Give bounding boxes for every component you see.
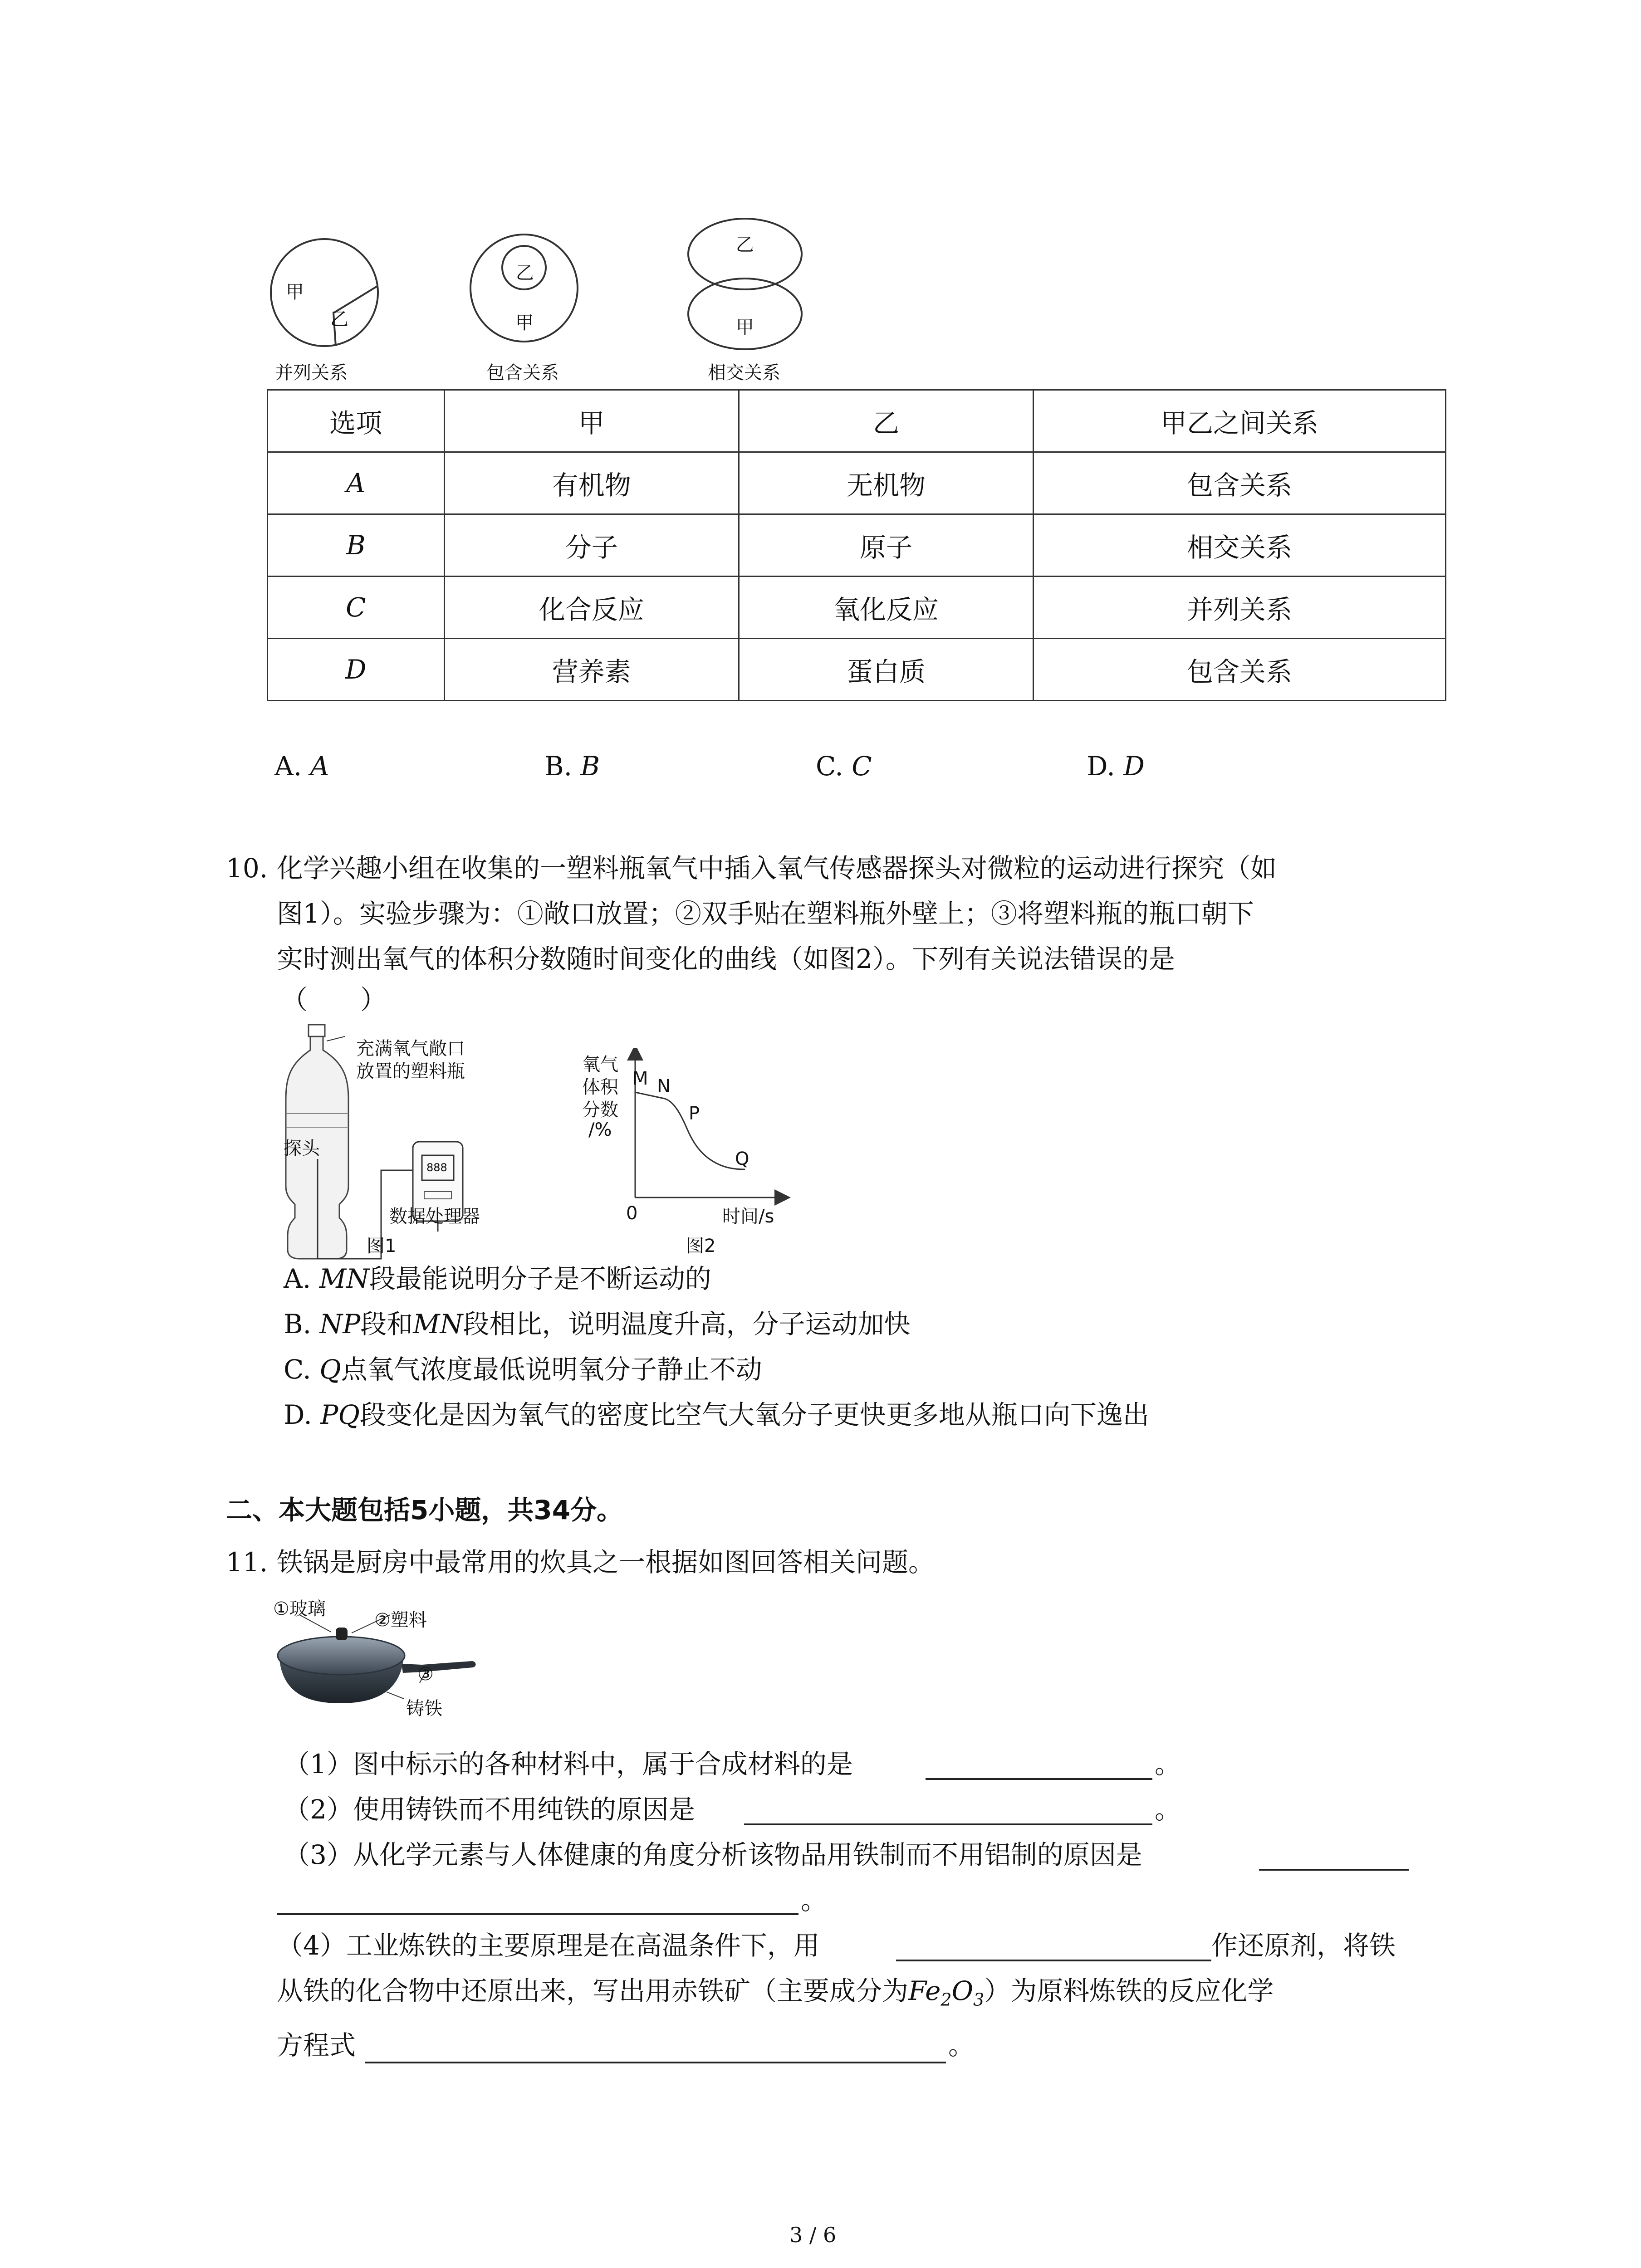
q10-stem-line4: （ ） — [281, 984, 387, 1015]
q11-part3-answer-blank-b[interactable] — [277, 1913, 798, 1915]
device-display: 888 — [426, 1161, 447, 1174]
choice-label: D. — [1087, 751, 1115, 782]
table-cell: 化合反应 — [444, 577, 739, 639]
point-q-label: Q — [735, 1149, 749, 1169]
glass-lid — [278, 1637, 405, 1675]
bottle-cap — [309, 1025, 325, 1036]
choice-label: B. — [284, 1309, 312, 1339]
choice-value: B — [580, 751, 600, 782]
q10-number: 10. — [226, 853, 268, 884]
table-row — [268, 514, 1446, 577]
q11-part3-answer-blank-a[interactable] — [1259, 1869, 1409, 1871]
table-row — [268, 639, 1446, 701]
choice-text: 段和 — [360, 1309, 413, 1339]
q11-part4-c — [277, 1975, 1274, 2010]
table-header-cell: 甲 — [444, 390, 739, 452]
fig2-caption: 图2 — [686, 1236, 716, 1256]
q11-part3: （3）从化学元素与人体健康的角度分析该物品用铁制而不用铝制的原因是 — [284, 1839, 1142, 1870]
choice-label: A. — [274, 751, 302, 782]
table-cell: 相交关系 — [1034, 514, 1446, 577]
q11-part4-d-text: ）为原料炼铁的反应化学 — [984, 1975, 1274, 2006]
lid-knob — [336, 1628, 348, 1640]
table-cell: D — [268, 639, 445, 701]
choice-em: PQ — [320, 1399, 360, 1430]
table-cell: 营养素 — [444, 639, 739, 701]
table-cell: 分子 — [444, 514, 739, 577]
choice-label: C. — [284, 1354, 311, 1385]
choice-em: Q — [319, 1354, 341, 1385]
q10-stem-line3: 实时测出氧气的体积分数随时间变化的曲线（如图2）。下列有关说法错误的是 — [277, 943, 1175, 974]
table-cell: 包含关系 — [1034, 452, 1446, 514]
q11-part4-a: （4）工业炼铁的主要原理是在高温条件下，用 — [277, 1930, 820, 1961]
table-header-cell: 甲乙之间关系 — [1034, 390, 1446, 452]
pan-label-plastic: ②塑料 — [374, 1610, 427, 1631]
page-number: 3 / 6 — [789, 2223, 837, 2247]
choice-value: A — [310, 751, 329, 782]
choice-em: MN — [319, 1263, 369, 1294]
choice-em: NP — [319, 1309, 361, 1339]
fig2-ylabel-3: 分数 — [582, 1100, 618, 1120]
point-p-label: P — [689, 1103, 700, 1124]
q10-stem-line1: 化学兴趣小组在收集的一塑料瓶氧气中插入氧气传感器探头对微粒的运动进行探究（如 — [277, 853, 1277, 884]
venn-parallel-yi: 乙 — [330, 309, 348, 330]
q11-part2-period: 。 — [1155, 1794, 1181, 1825]
q10-choice-b[interactable] — [284, 1311, 910, 1337]
table-cell: 包含关系 — [1034, 639, 1446, 701]
q9-choice-d[interactable] — [1087, 751, 1145, 782]
choice-text: 段相比，说明温度升高，分子运动加快 — [463, 1309, 911, 1339]
fig2-ylabel-2: 体积 — [582, 1077, 618, 1098]
q9-choice-b[interactable] — [544, 751, 600, 782]
formula-o: O — [951, 1975, 974, 2006]
table-header-row — [268, 390, 1446, 452]
table-cell: B — [268, 514, 445, 577]
table-cell: 氧化反应 — [739, 577, 1033, 639]
fig2-origin: 0 — [626, 1203, 638, 1224]
formula-fe: Fe — [908, 1975, 941, 2006]
q11-part4-e: 方程式 — [277, 2030, 356, 2061]
choice-text: 段变化是因为氧气的密度比空气大氧分子更快更多地从瓶口向下逸出 — [359, 1399, 1149, 1430]
fig1-processor-label: 数据处理器 — [389, 1206, 480, 1227]
table-cell: 并列关系 — [1034, 577, 1446, 639]
choice-label: D. — [284, 1399, 312, 1430]
table-cell: A — [268, 452, 445, 514]
formula-sub-3: 3 — [973, 1989, 985, 2010]
venn-parallel-jia: 甲 — [286, 282, 304, 303]
q9-choice-a[interactable] — [274, 751, 329, 782]
point-m-label: M — [632, 1068, 648, 1089]
choice-text: 点氧气浓度最低说明氧分子静止不动 — [341, 1354, 762, 1385]
table-cell: 原子 — [739, 514, 1033, 577]
q10-stem-line2: 图1）。实验步骤为：①敞口放置；②双手贴在塑料瓶外壁上；③将塑料瓶的瓶口朝下 — [277, 898, 1254, 929]
fig1-label-line2: 放置的塑料瓶 — [356, 1061, 465, 1082]
table-row — [268, 577, 1446, 639]
venn-contain-jia: 甲 — [515, 313, 534, 333]
fig2-ylabel-4: /% — [588, 1119, 612, 1140]
q11-part4-period: 。 — [948, 2030, 975, 2061]
choice-value: C — [852, 751, 872, 782]
venn-contain-caption: 包含关系 — [486, 362, 559, 383]
q11-part4-b: 作还原剂，将铁 — [1211, 1930, 1396, 1961]
table-cell: 有机物 — [444, 452, 739, 514]
fig2-ylabel-1: 氧气 — [582, 1054, 618, 1075]
q11-part1-period: 。 — [1155, 1749, 1181, 1779]
choice-text: 段最能说明分子是不断运动的 — [369, 1263, 711, 1294]
venn-parallel-caption: 并列关系 — [275, 362, 348, 383]
q10-choice-d[interactable] — [284, 1399, 1149, 1430]
choice-label: A. — [284, 1263, 311, 1294]
q9-choice-c[interactable] — [816, 751, 872, 782]
fig1-label-line1: 充满氧气敞口 — [356, 1038, 465, 1059]
choice-label: C. — [816, 751, 843, 782]
q11-part3-period: 。 — [801, 1885, 828, 1916]
pan-label-glass: ①玻璃 — [273, 1598, 326, 1619]
pan-handle — [402, 1661, 476, 1673]
q11-stem: 铁锅是厨房中最常用的炊具之一根据如图回答相关问题。 — [277, 1547, 935, 1578]
options-table — [267, 389, 1446, 701]
choice-value: D — [1123, 751, 1145, 782]
q10-choice-a[interactable] — [284, 1263, 711, 1294]
section-heading: 二、本大题包括5小题，共34分。 — [226, 1495, 623, 1525]
table-row — [268, 452, 1446, 514]
table-cell: 无机物 — [739, 452, 1033, 514]
q11-part2-answer-blank[interactable] — [744, 1823, 1152, 1825]
formula-sub-2: 2 — [941, 1989, 952, 2010]
venn-intersect-yi: 乙 — [736, 235, 754, 255]
q11-part1-answer-blank[interactable] — [926, 1778, 1152, 1780]
table-cell: C — [268, 577, 445, 639]
q11-number: 11. — [226, 1547, 268, 1578]
pan-label-3: ③ — [417, 1664, 434, 1685]
oxygen-curve-figure — [626, 1048, 798, 1220]
q11-part4-answer-blank-a[interactable] — [896, 1960, 1211, 1961]
q11-part4-c-text: 从铁的化合物中还原出来，写出用赤铁矿（主要成分为 — [277, 1975, 909, 2006]
q10-choice-c[interactable] — [284, 1356, 762, 1383]
table-cell: 蛋白质 — [739, 639, 1033, 701]
point-n-label: N — [657, 1076, 671, 1097]
table-header-cell: 乙 — [739, 390, 1033, 452]
fig1-probe-label: 探头 — [284, 1138, 320, 1159]
choice-em: MN — [413, 1309, 463, 1339]
q11-part1: （1）图中标示的各种材料中，属于合成材料的是 — [284, 1749, 853, 1779]
q11-part4-answer-blank-b[interactable] — [365, 2062, 946, 2063]
venn-intersect-caption: 相交关系 — [708, 362, 780, 383]
choice-label: B. — [544, 751, 573, 782]
fig2-xlabel: 时间/s — [722, 1206, 774, 1227]
pan-label-castiron: 铸铁 — [406, 1698, 442, 1719]
venn-intersect-jia: 甲 — [736, 317, 754, 338]
fig1-caption: 图1 — [367, 1236, 397, 1256]
q11-part2: （2）使用铸铁而不用纯铁的原因是 — [284, 1794, 695, 1825]
venn-contain-yi: 乙 — [516, 263, 534, 284]
table-header-cell: 选项 — [268, 390, 445, 452]
